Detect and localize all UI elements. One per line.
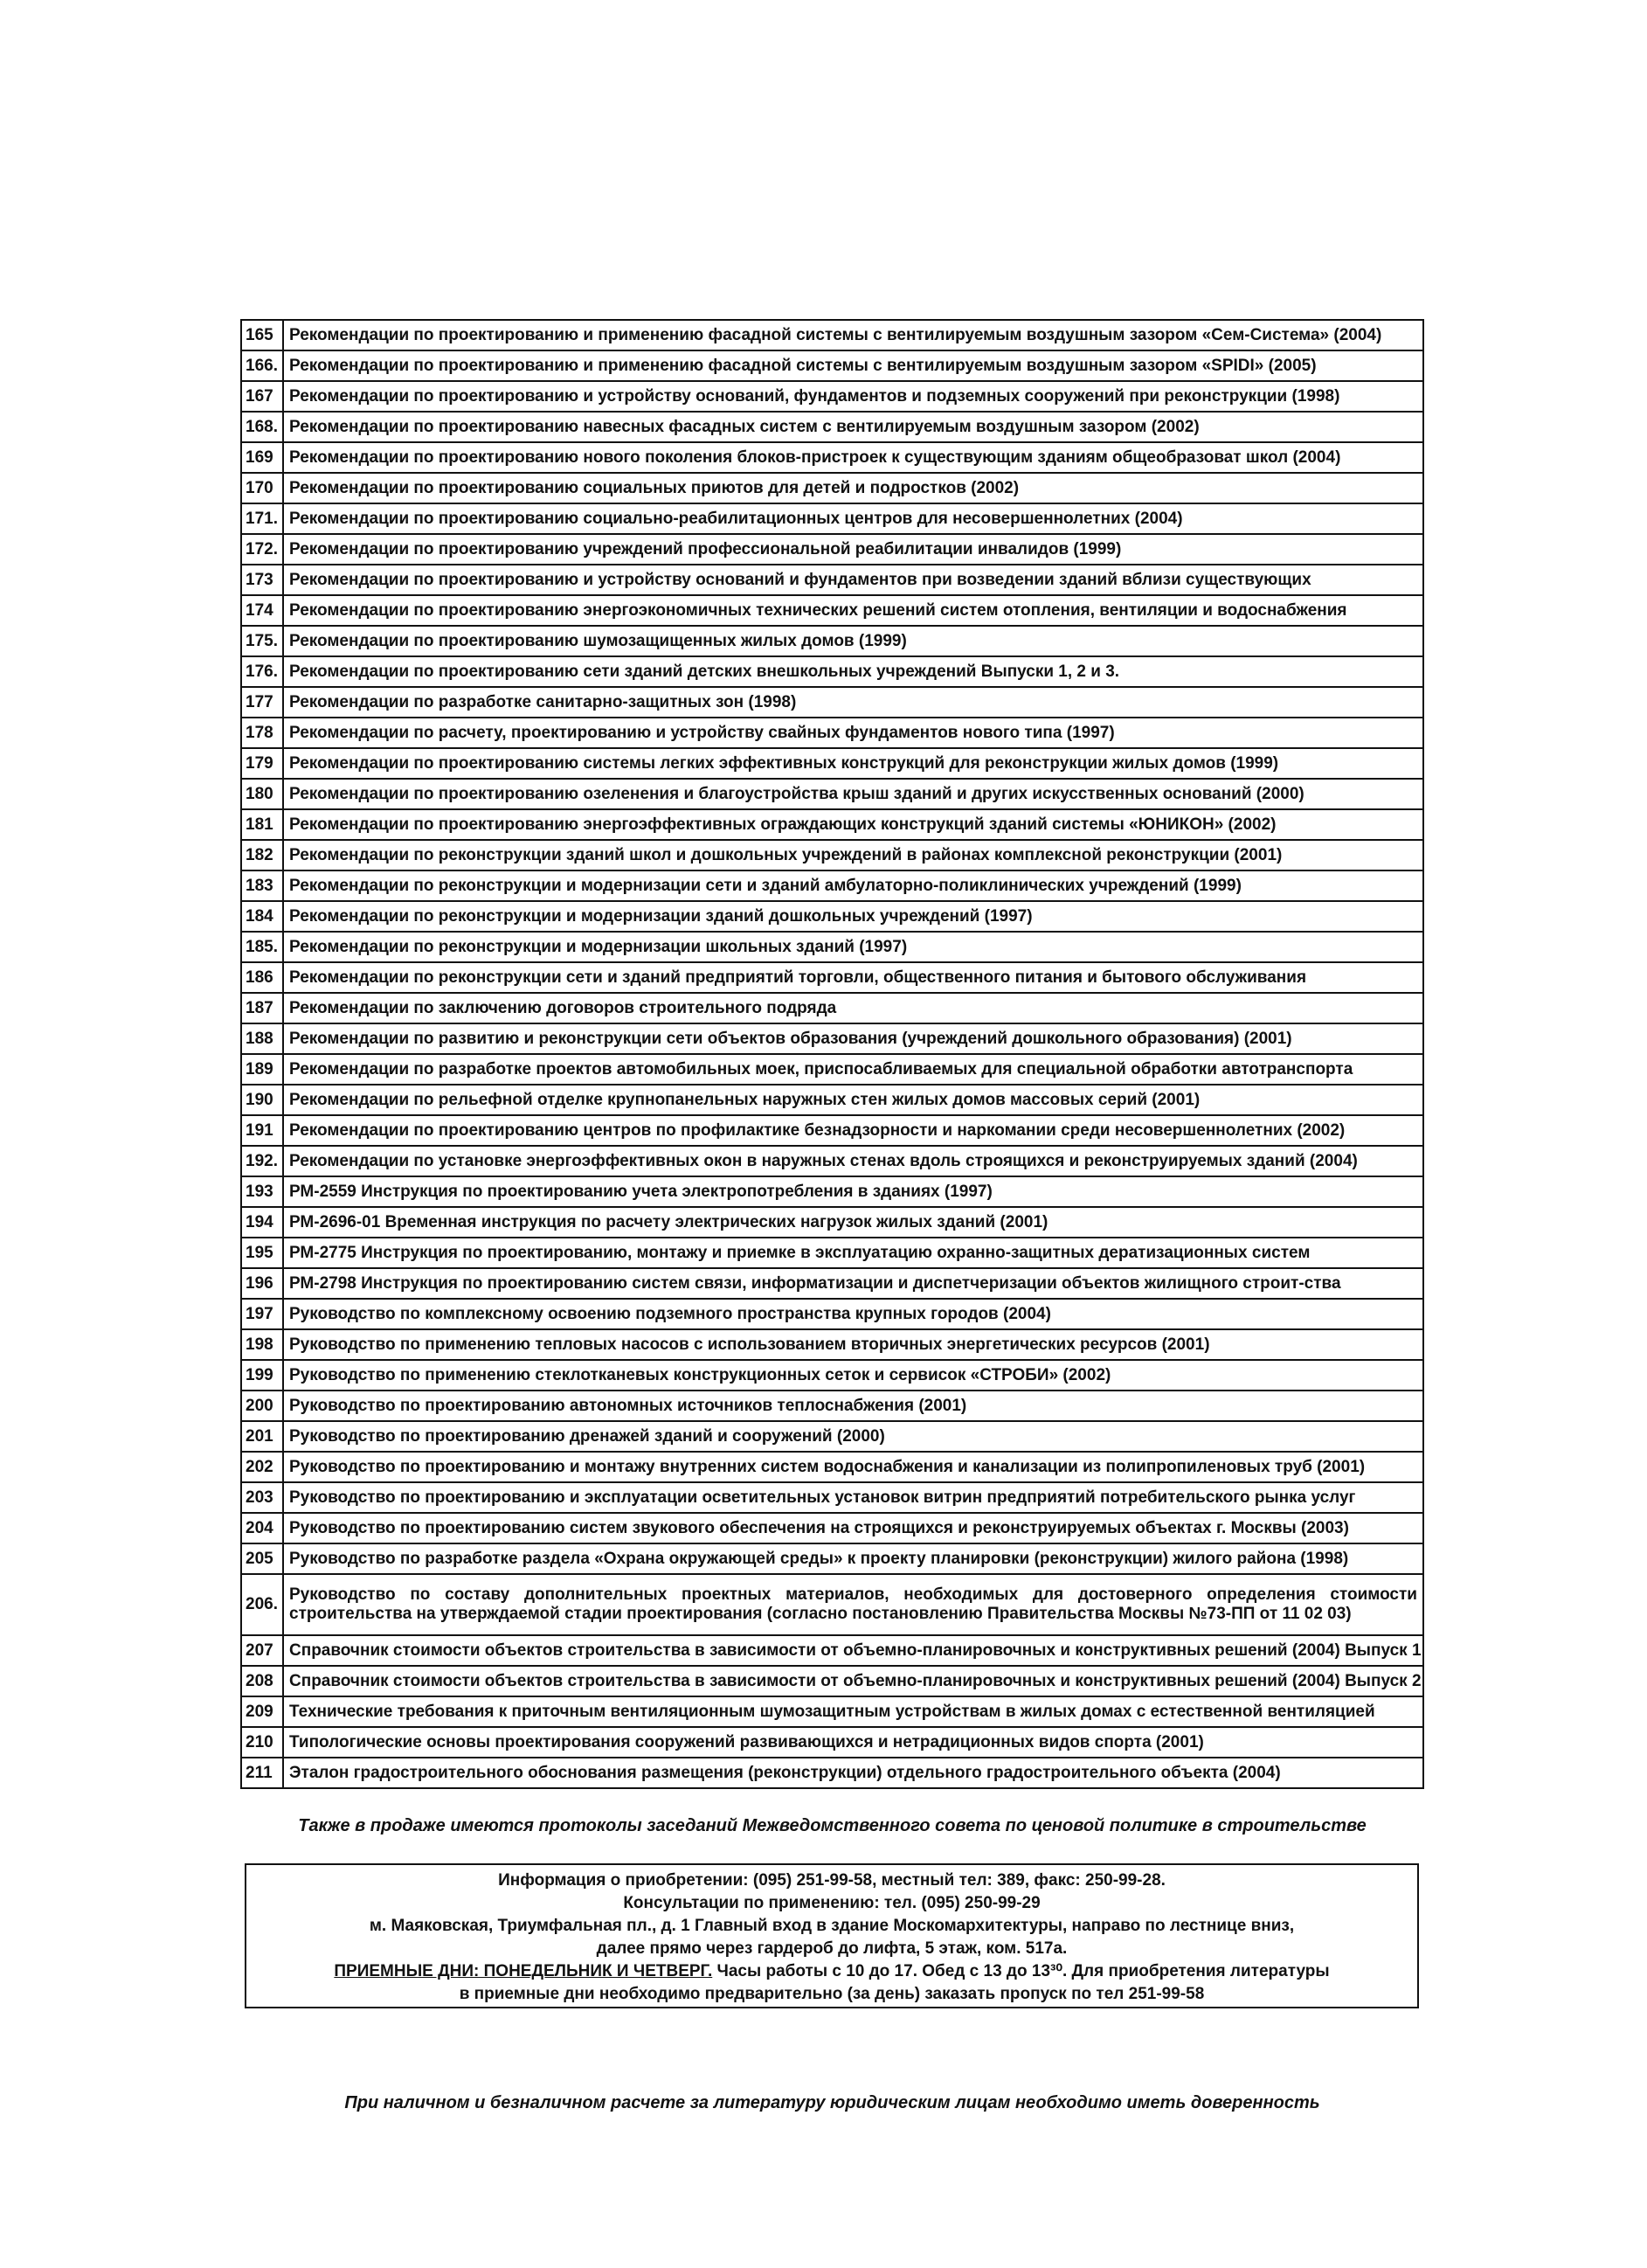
catalog-row-number: 172.	[241, 534, 283, 565]
catalog-row-number: 201	[241, 1421, 283, 1452]
catalog-row-title: Справочник стоимости объектов строительства в зависимости от объемно-планировочных и конструктивных решений (2004) Выпуск 2	[283, 1666, 1423, 1696]
catalog-row-number: 187	[241, 993, 283, 1023]
catalog-row-number: 181	[241, 809, 283, 840]
catalog-row-title: Руководство по проектированию и монтажу внутренних систем водоснабжения и канализации из полипропиленовых труб (2001)	[283, 1452, 1423, 1482]
catalog-row-title: Рекомендации по реконструкции и модернизации школьных зданий (1997)	[283, 932, 1423, 962]
info-pass-line: в приемные дни необходимо предварительно (за день) заказать пропуск по тел 251-99-58	[459, 1985, 1205, 2003]
catalog-row-title: Рекомендации по развитию и реконструкции сети объектов образования (учреждений дошкольного образования) (2001)	[283, 1023, 1423, 1054]
catalog-row-number: 203	[241, 1482, 283, 1513]
catalog-row-number: 165	[241, 320, 283, 350]
catalog-row-number: 208	[241, 1666, 283, 1696]
catalog-row-number: 182	[241, 840, 283, 870]
catalog-row-title: Рекомендации по реконструкции сети и зданий предприятий торговли, общественного питания и бытового обслуживания	[283, 962, 1423, 993]
catalog-row	[241, 565, 1423, 595]
catalog-row-number: 190	[241, 1085, 283, 1115]
catalog-row-number: 180	[241, 779, 283, 809]
info-phone-line: Информация о приобретении: (095) 251-99-58, местный тел: 389, факс: 250-99-28.	[498, 1871, 1166, 1890]
catalog-row-title: Рекомендации по проектированию энергоэкономичных технических решений систем отопления, вентиляции и водоснабжения	[283, 595, 1423, 626]
catalog-row-title: Рекомендации по проектированию навесных фасадных систем с вентилируемым воздушным зазором (2002)	[283, 412, 1423, 442]
catalog-row-title: Руководство по применению стеклотканевых конструкционных сеток и сервисок «СТРОБИ» (2002)	[283, 1360, 1423, 1391]
catalog-row-number: 183	[241, 870, 283, 901]
catalog-row-number: 197	[241, 1299, 283, 1329]
catalog-row	[241, 1115, 1423, 1146]
catalog-row	[241, 350, 1423, 381]
catalog-row-title: РМ-2559 Инструкция по проектированию учета электропотребления в зданиях (1997)	[283, 1176, 1423, 1207]
catalog-row-title: Справочник стоимости объектов строительства в зависимости от объемно-планировочных и конструктивных решений (2004) Выпуск 1	[283, 1635, 1423, 1666]
catalog-row-title: Рекомендации по проектированию нового поколения блоков-пристроек к существующим зданиям общеобразоват школ (2004)	[283, 442, 1423, 473]
catalog-row-title: Руководство по разработке раздела «Охрана окружающей среды» к проекту планировки (реконструкции) жилого района (1998)	[283, 1543, 1423, 1574]
catalog-table-body	[241, 320, 1423, 1788]
catalog-row-number: 200	[241, 1391, 283, 1421]
catalog-row-number: 204	[241, 1513, 283, 1543]
catalog-row	[241, 1696, 1423, 1727]
catalog-row	[241, 1176, 1423, 1207]
catalog-row	[241, 1727, 1423, 1758]
info-consult-line: Консультации по применению: тел. (095) 250-99-29	[623, 1894, 1041, 1912]
catalog-row	[241, 1758, 1423, 1788]
catalog-row	[241, 1391, 1423, 1421]
catalog-row	[241, 626, 1423, 656]
catalog-row	[241, 1543, 1423, 1574]
catalog-row-number: 173	[241, 565, 283, 595]
info-address-line: м. Маяковская, Триумфальная пл., д. 1 Главный вход в здание Москомархитектуры, направо по лестнице вниз,	[369, 1917, 1295, 1935]
catalog-row	[241, 1513, 1423, 1543]
catalog-row-number: 179	[241, 748, 283, 779]
catalog-row	[241, 840, 1423, 870]
catalog-row-number: 191	[241, 1115, 283, 1146]
catalog-row	[241, 1360, 1423, 1391]
catalog-row	[241, 687, 1423, 718]
catalog-row-number: 174	[241, 595, 283, 626]
catalog-row-number: 189	[241, 1054, 283, 1085]
catalog-row-number: 194	[241, 1207, 283, 1238]
catalog-row-number: 206.	[241, 1574, 283, 1635]
catalog-row-number: 167	[241, 381, 283, 412]
catalog-row	[241, 1421, 1423, 1452]
catalog-row	[241, 962, 1423, 993]
catalog-row-title: Эталон градостроительного обоснования размещения (реконструкции) отдельного градостроительного объекта (2004)	[283, 1758, 1423, 1788]
info-hours-line	[246, 1960, 1417, 1983]
catalog-row	[241, 473, 1423, 503]
catalog-row-title: Рекомендации по проектированию и устройству оснований и фундаментов при возведении зданий вблизи существующих	[283, 565, 1423, 595]
catalog-row	[241, 1207, 1423, 1238]
catalog-row	[241, 1238, 1423, 1268]
catalog-row-title: Рекомендации по разработке санитарно-защитных зон (1998)	[283, 687, 1423, 718]
catalog-row-title: Рекомендации по проектированию социальных приютов для детей и подростков (2002)	[283, 473, 1423, 503]
catalog-row-number: 168.	[241, 412, 283, 442]
catalog-row-title: Рекомендации по проектированию социально-реабилитационных центров для несовершеннолетних (2004)	[283, 503, 1423, 534]
catalog-row-number: 169	[241, 442, 283, 473]
catalog-row-title: Рекомендации по реконструкции и модернизации сети и зданий амбулаторно-поликлинических учреждений (1999)	[283, 870, 1423, 901]
catalog-row-title: Руководство по проектированию и эксплуатации осветительных установок витрин предприятий потребительского рынка услуг	[283, 1482, 1423, 1513]
catalog-row-title: Руководство по применению тепловых насосов с использованием вторичных энергетических ресурсов (2001)	[283, 1329, 1423, 1360]
catalog-row-title: Рекомендации по проектированию сети зданий детских внешкольных учреждений Выпуски 1, 2 и 3.	[283, 656, 1423, 687]
catalog-row-number: 176.	[241, 656, 283, 687]
catalog-row-number: 198	[241, 1329, 283, 1360]
purchase-info-box	[245, 1863, 1419, 2008]
catalog-row	[241, 779, 1423, 809]
catalog-table	[240, 319, 1424, 1789]
catalog-row-title: Рекомендации по заключению договоров строительного подряда	[283, 993, 1423, 1023]
catalog-row	[241, 1635, 1423, 1666]
catalog-row-number: 175.	[241, 626, 283, 656]
catalog-row	[241, 412, 1423, 442]
catalog-row-number: 196	[241, 1268, 283, 1299]
catalog-row	[241, 534, 1423, 565]
catalog-row-number: 211	[241, 1758, 283, 1788]
catalog-row-title: Типологические основы проектирования сооружений развивающихся и нетрадиционных видов спорта (2001)	[283, 1727, 1423, 1758]
catalog-row-title: Рекомендации по проектированию энергоэффективных ограждающих конструкций зданий системы «ЮНИКОН» (2002)	[283, 809, 1423, 840]
catalog-row-number: 170	[241, 473, 283, 503]
catalog-row-number: 184	[241, 901, 283, 932]
catalog-row	[241, 1452, 1423, 1482]
reception-days-label: ПРИЕМНЫЕ ДНИ: ПОНЕДЕЛЬНИК И ЧЕТВЕРГ.	[334, 1962, 713, 1980]
catalog-row	[241, 809, 1423, 840]
catalog-row-number: 177	[241, 687, 283, 718]
catalog-row-number: 186	[241, 962, 283, 993]
catalog-row-number: 178	[241, 718, 283, 748]
catalog-row-title: Руководство по комплексному освоению подземного пространства крупных городов (2004)	[283, 1299, 1423, 1329]
catalog-row	[241, 870, 1423, 901]
catalog-row-title: Руководство по составу дополнительных проектных материалов, необходимых для достоверного определения стоимости строительства на утверждаемой стадии проектирования (согласно постановлению Правительства Москвы №73-ПП от 11 02 03)	[283, 1574, 1423, 1635]
catalog-row	[241, 1299, 1423, 1329]
catalog-row	[241, 748, 1423, 779]
catalog-row-title: Рекомендации по проектированию и устройству оснований, фундаментов и подземных сооружений при реконструкции (1998)	[283, 381, 1423, 412]
catalog-row	[241, 503, 1423, 534]
catalog-row	[241, 901, 1423, 932]
catalog-row-number: 205	[241, 1543, 283, 1574]
catalog-row-title: Рекомендации по разработке проектов автомобильных моек, приспосабливаемых для специальной обработки автотранспорта	[283, 1054, 1423, 1085]
catalog-row	[241, 381, 1423, 412]
catalog-row-number: 199	[241, 1360, 283, 1391]
catalog-row-title: Рекомендации по проектированию и применению фасадной системы с вентилируемым воздушным зазором «SPIDI» (2005)	[283, 350, 1423, 381]
catalog-row	[241, 1054, 1423, 1085]
catalog-row-number: 166.	[241, 350, 283, 381]
catalog-row	[241, 1146, 1423, 1176]
catalog-row-title: РМ-2696-01 Временная инструкция по расчету электрических нагрузок жилых зданий (2001)	[283, 1207, 1423, 1238]
payment-footer-note: При наличном и безналичном расчете за литературу юридическим лицам необходимо иметь доверенность	[344, 2093, 1320, 2112]
catalog-row-title: Рекомендации по проектированию учреждений профессиональной реабилитации инвалидов (1999)	[283, 534, 1423, 565]
catalog-row-title: Рекомендации по проектированию и применению фасадной системы с вентилируемым воздушным зазором «Сем-Система» (2004)	[283, 320, 1423, 350]
catalog-row	[241, 1085, 1423, 1115]
catalog-row-title: Рекомендации по проектированию шумозащищенных жилых домов (1999)	[283, 626, 1423, 656]
catalog-row-title: Рекомендации по установке энергоэффективных окон в наружных стенах вдоль строящихся и реконструируемых зданий (2004)	[283, 1146, 1423, 1176]
catalog-row-title: Рекомендации по реконструкции и модернизации зданий дошкольных учреждений (1997)	[283, 901, 1423, 932]
catalog-row-title: Руководство по проектированию дренажей зданий и сооружений (2000)	[283, 1421, 1423, 1452]
catalog-row-number: 195	[241, 1238, 283, 1268]
catalog-row-number: 185.	[241, 932, 283, 962]
catalog-row-title: РМ-2775 Инструкция по проектированию, монтажу и приемке в эксплуатацию охранно-защитных дератизационных систем	[283, 1238, 1423, 1268]
catalog-row	[241, 442, 1423, 473]
working-hours-text: Часы работы с 10 до 17. Обед с 13 до 13³⁰. Для приобретения литературы	[712, 1962, 1330, 1980]
catalog-row	[241, 1574, 1423, 1635]
catalog-row-number: 210	[241, 1727, 283, 1758]
catalog-row	[241, 1666, 1423, 1696]
catalog-row-number: 209	[241, 1696, 283, 1727]
catalog-row-number: 192.	[241, 1146, 283, 1176]
catalog-row-title: Рекомендации по реконструкции зданий школ и дошкольных учреждений в районах комплексной реконструкции (2001)	[283, 840, 1423, 870]
catalog-row-number: 188	[241, 1023, 283, 1054]
protocols-notice: Также в продаже имеются протоколы заседаний Межведомственного совета по ценовой политике в строительстве	[298, 1816, 1367, 1835]
catalog-row-number: 193	[241, 1176, 283, 1207]
catalog-row-title: Руководство по проектированию автономных источников теплоснабжения (2001)	[283, 1391, 1423, 1421]
catalog-row-number: 202	[241, 1452, 283, 1482]
catalog-row	[241, 1023, 1423, 1054]
catalog-row	[241, 320, 1423, 350]
catalog-row	[241, 718, 1423, 748]
catalog-row	[241, 932, 1423, 962]
catalog-row	[241, 595, 1423, 626]
catalog-row-title: Рекомендации по рельефной отделке крупнопанельных наружных стен жилых домов массовых серий (2001)	[283, 1085, 1423, 1115]
catalog-row	[241, 1268, 1423, 1299]
info-directions-line: далее прямо через гардероб до лифта, 5 этаж, ком. 517а.	[596, 1939, 1068, 1958]
catalog-row	[241, 656, 1423, 687]
catalog-row-title: Рекомендации по проектированию озеленения и благоустройства крыш зданий и других искусственных оснований (2000)	[283, 779, 1423, 809]
catalog-row-title: РМ-2798 Инструкция по проектированию систем связи, информатизации и диспетчеризации объектов жилищного строит-ства	[283, 1268, 1423, 1299]
catalog-row	[241, 1329, 1423, 1360]
catalog-row-title: Технические требования к приточным вентиляционным шумозащитным устройствам в жилых домах с естественной вентиляцией	[283, 1696, 1423, 1727]
catalog-row-number: 171.	[241, 503, 283, 534]
catalog-row-title: Рекомендации по проектированию центров по профилактике безнадзорности и наркомании среди несовершеннолетних (2002)	[283, 1115, 1423, 1146]
catalog-row	[241, 1482, 1423, 1513]
catalog-row-title: Руководство по проектированию систем звукового обеспечения на строящихся и реконструируемых объектах г. Москвы (2003)	[283, 1513, 1423, 1543]
catalog-row-number: 207	[241, 1635, 283, 1666]
catalog-row-title: Рекомендации по проектированию системы легких эффективных конструкций для реконструкции жилых домов (1999)	[283, 748, 1423, 779]
catalog-row-title: Рекомендации по расчету, проектированию и устройству свайных фундаментов нового типа (1997)	[283, 718, 1423, 748]
catalog-row	[241, 993, 1423, 1023]
